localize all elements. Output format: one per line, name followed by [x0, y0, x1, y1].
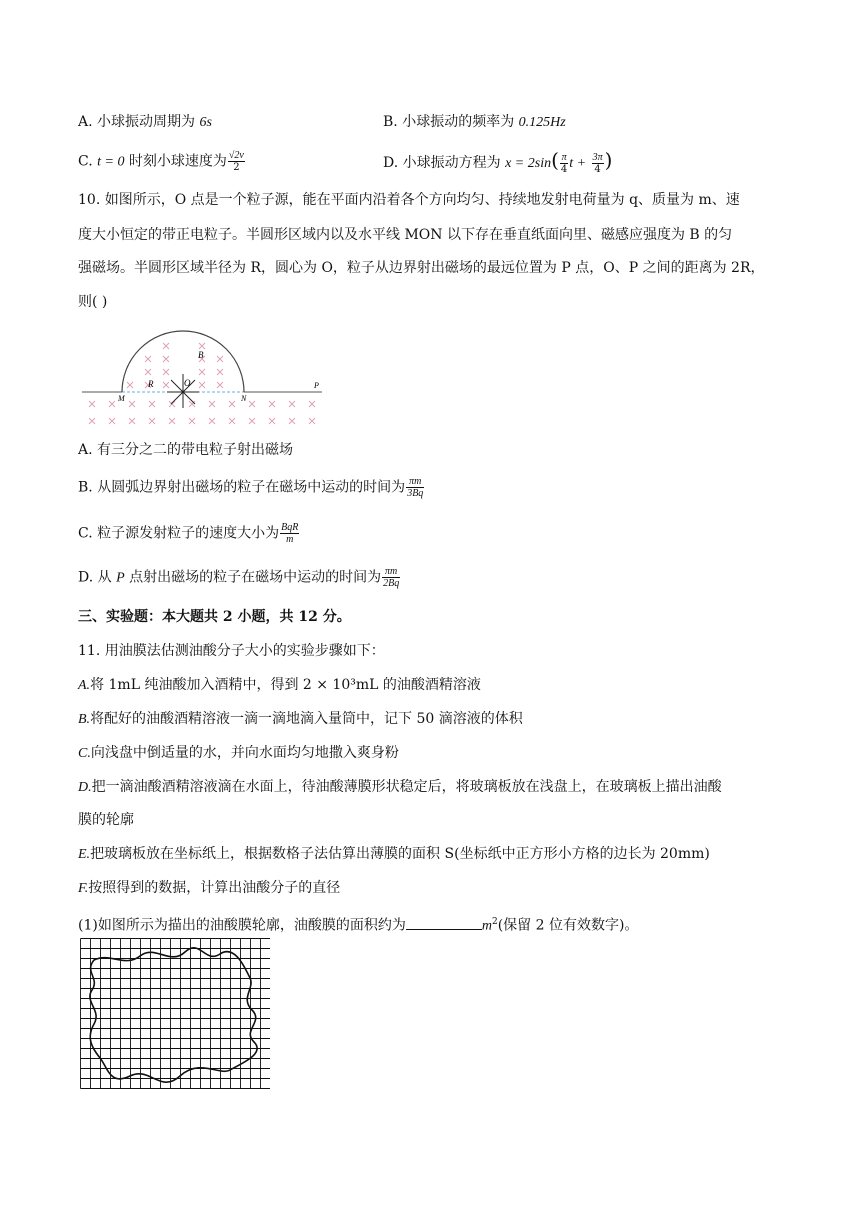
- field-cross-icon: [217, 382, 223, 388]
- field-cross-icon: [145, 369, 151, 375]
- field-cross-icon: [127, 382, 133, 388]
- field-cross-icon: [89, 418, 95, 424]
- field-cross-icon: [289, 401, 295, 407]
- fraction: $\frac{\text{BqR}}{m}$: [281, 522, 299, 545]
- field-cross-icon: [169, 418, 175, 424]
- q9-option-d: D. 小球振动方程为 x = 2sin( $\frac{\pi}{4}$ t + $\frac{3\pi}{4}$ ): [383, 148, 613, 175]
- field-cross-icon: [163, 343, 169, 349]
- field-cross-icon: [229, 418, 235, 424]
- q10-stem-line-3: 强磁场。半圆形区域半径为 R，圆心为 O，粒子从边界射出磁场的最远位置为 P 点，O、P 之间的距离为 2R，: [78, 260, 765, 276]
- field-cross-icon: [309, 401, 315, 407]
- answer-blank[interactable]: [406, 915, 482, 930]
- q10-option-b: B. 从圆弧边界射出磁场的粒子在磁场中运动的时间为 $\frac{\pi m}{3Bq}$: [78, 476, 424, 499]
- q11-intro: 11. 用油膜法估测油酸分子大小的实验步骤如下：: [78, 643, 385, 659]
- q11-step-b: B.将配好的油酸酒精溶液一滴一滴地滴入量筒中，记下 50 滴溶液的体积: [78, 711, 523, 727]
- field-cross-icon: [163, 382, 169, 388]
- magnetic-field-figure: [78, 330, 338, 430]
- q11-step-f: F.按照得到的数据，计算出油酸分子的直径: [78, 880, 341, 896]
- field-cross-icon: [209, 418, 215, 424]
- label-R: R: [148, 379, 154, 389]
- field-cross-icon: [229, 401, 235, 407]
- label-B: B: [198, 350, 204, 360]
- field-cross-icon: [163, 369, 169, 375]
- q10-stem-line-4: 则( ): [78, 294, 108, 310]
- field-cross-icon: [189, 401, 195, 407]
- fraction: $\frac{3\pi}{4}$: [592, 151, 603, 175]
- q9-option-c: C. t = 0 时刻小球速度为 $\frac{√2v}{2}$: [78, 150, 244, 173]
- q9-option-a: A. 小球振动周期为 6s: [78, 114, 212, 130]
- field-cross-icon: [109, 401, 115, 407]
- oil-film-outline: [90, 948, 257, 1082]
- field-cross-icon: [129, 401, 135, 407]
- field-cross-icon: [217, 369, 223, 375]
- q11-sub-1: (1)如图所示为描出的油酸膜轮廓，油酸膜的面积约为 $m^2$(保留 2 位有效数字)。: [78, 912, 638, 937]
- q11-step-d-cont: 膜的轮廓: [78, 812, 134, 828]
- label-M: M: [118, 394, 125, 403]
- field-cross-icon: [89, 401, 95, 407]
- fraction: $\frac{\pi}{4}$: [560, 151, 568, 175]
- field-cross-icon: [249, 401, 255, 407]
- field-cross-icon: [199, 343, 205, 349]
- field-cross-icon: [149, 401, 155, 407]
- field-cross-icon: [269, 418, 275, 424]
- fraction: $\frac{√2v}{2}$: [228, 150, 244, 173]
- field-cross-icon: [109, 418, 115, 424]
- oil-film-grid-figure: [80, 938, 270, 1094]
- field-cross-icon: [209, 401, 215, 407]
- q11-step-a: A.将 1mL 纯油酸加入酒精中，得到 2 × 10³mL 的油酸酒精溶液: [78, 677, 481, 693]
- q10-option-d: D. 从 P 点射出磁场的粒子在磁场中运动的时间为 $\frac{\pi m}{2Bq}$: [78, 566, 400, 589]
- label-N: N: [241, 394, 247, 403]
- velocity-arrows: [167, 374, 199, 408]
- q10-stem-line-2: 度大小恒定的带正电粒子。半圆形区域内以及水平线 MON 以下存在垂直纸面向里、磁感应强度为 B 的匀: [78, 227, 733, 243]
- field-cross-icon: [149, 418, 155, 424]
- fraction: $\frac{\pi m}{3Bq}$: [407, 476, 424, 499]
- field-cross-icon: [169, 401, 175, 407]
- field-cross-icon: [163, 356, 169, 362]
- fraction: $\frac{\pi m}{2Bq}$: [383, 566, 400, 589]
- field-cross-icon: [309, 418, 315, 424]
- field-cross-icon: [129, 418, 135, 424]
- q11-step-c: C.向浅盘中倒适量的水，并向水面均匀地撒入爽身粉: [78, 745, 399, 761]
- q10-option-c: C. 粒子源发射粒子的速度大小为 $\frac{\text{BqR}}{m}$: [78, 522, 299, 545]
- field-cross-icon: [289, 418, 295, 424]
- q9-option-b: B. 小球振动的频率为 0.125Hz: [383, 114, 566, 130]
- section-heading: 三、实验题：本大题共 2 小题，共 12 分。: [78, 609, 351, 625]
- field-cross-icon: [249, 418, 255, 424]
- field-cross-icon: [199, 369, 205, 375]
- field-cross-icon: [189, 418, 195, 424]
- q10-stem-line-1: 10. 如图所示，O 点是一个粒子源，能在平面内沿着各个方向均匀、持续地发射电荷量为 q、质量为 m、速: [78, 192, 740, 208]
- field-cross-icon: [269, 401, 275, 407]
- field-cross-icon: [145, 356, 151, 362]
- label-O: O: [184, 378, 191, 388]
- label-P: P: [314, 381, 319, 390]
- field-cross-icon: [217, 356, 223, 362]
- q11-step-d: D.把一滴油酸酒精溶液滴在水面上，待油酸薄膜形状稳定后，将玻璃板放在浅盘上，在玻璃板上描出油酸: [78, 779, 722, 795]
- q10-option-a: A. 有三分之二的带电粒子射出磁场: [78, 442, 294, 458]
- field-cross-icon: [199, 382, 205, 388]
- q11-step-e: E.把玻璃板放在坐标纸上，根据数格子法估算出薄膜的面积 S(坐标纸中正方形小方格的边长为 20mm): [78, 846, 710, 862]
